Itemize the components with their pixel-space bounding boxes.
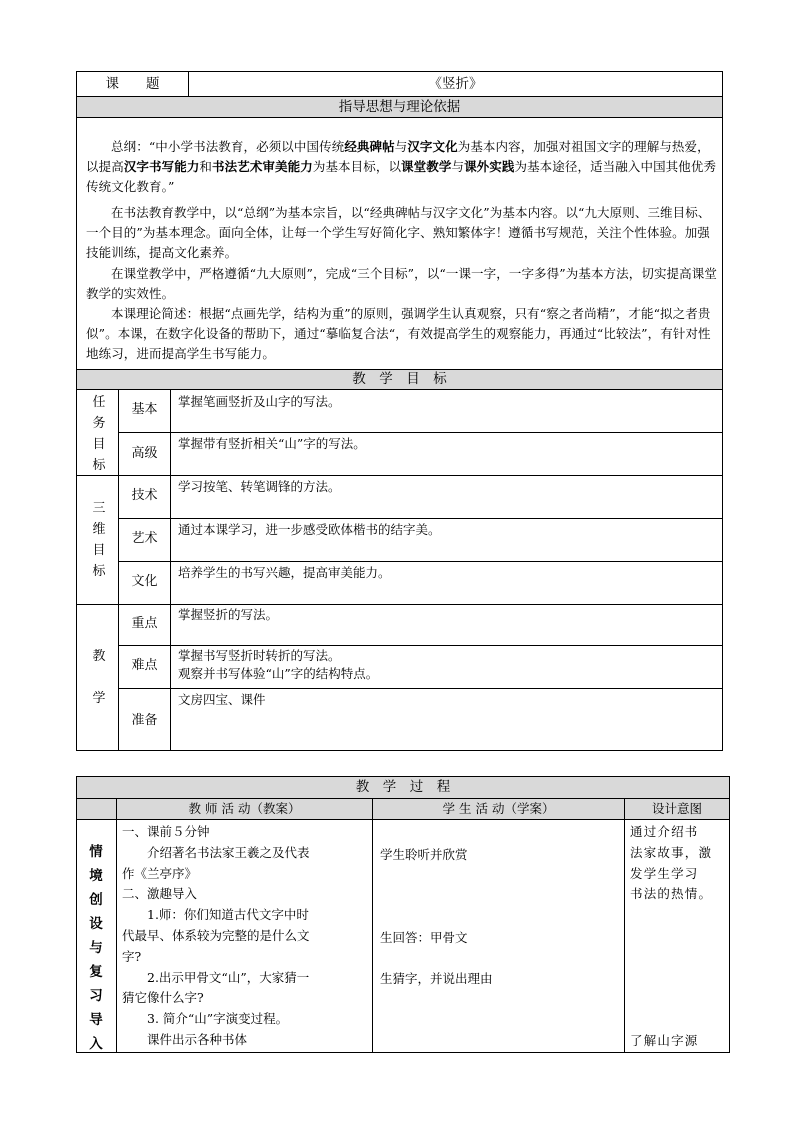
intent-line: 发学生学习 — [630, 865, 699, 881]
intent-line: 通过介绍书 — [630, 824, 699, 839]
teacher-line: 字? — [122, 948, 142, 964]
sub-label-basic: 基本 — [131, 402, 158, 417]
content-difficulty-2: 观察并书写体验“山”字的结构特点。 — [178, 666, 379, 681]
content-culture: 培养学生的书写兴趣，提高审美能力。 — [178, 565, 391, 580]
teacher-line: 介绍著名书法家王羲之及代表 — [122, 844, 310, 860]
teacher-line: 2.出示甲骨文“山”，大家猜一 — [122, 969, 310, 985]
student-line-2: 生回答：甲骨文 — [380, 930, 468, 945]
intent-bottom: 了解山字源 — [630, 1033, 699, 1048]
content-difficulty-1: 掌握书写竖折时转折的写法。 — [178, 648, 341, 663]
sub-label-art: 艺术 — [131, 531, 158, 546]
intent-line: 法家故事，激 — [630, 844, 713, 860]
teacher-line: 作《兰亭序》 — [122, 865, 198, 881]
sub-label-advanced: 高级 — [131, 446, 158, 461]
objectives-header: 教 学 目 标 — [352, 371, 447, 387]
intent-line: 书法的热情。 — [630, 886, 713, 902]
guidance-header: 指导思想与理论依据 — [338, 99, 461, 115]
group-label-task-goals: 任 务 目 标 — [92, 395, 106, 473]
col-design-intent: 设计意图 — [651, 801, 702, 816]
teacher-line: 一、课前５分钟 — [122, 824, 210, 839]
teacher-line: 猜它像什么字? — [122, 990, 204, 1006]
content-advanced: 掌握带有竖折相关“山”字的写法。 — [178, 436, 366, 451]
sub-label-preparation: 准备 — [131, 713, 158, 728]
stage-label: 情 境 创 设 与 复 习 导 入 — [89, 844, 103, 1052]
content-preparation: 文房四宝、课件 — [178, 692, 266, 707]
topic-label: 课 题 — [105, 76, 160, 92]
content-key-point: 掌握竖折的写法。 — [178, 607, 279, 622]
teacher-activity — [122, 822, 310, 1051]
sub-label-technique: 技术 — [131, 488, 158, 503]
group-label-teaching-1: 教 — [92, 649, 106, 664]
col-teacher-activity: 教 师 活 动（教案） — [188, 801, 301, 816]
guidance-paragraph-3: 在课堂教学中，严格遵循“九大原则”，完成“三个目标”，以“一课一字，一字多得”为基本方法，切实提高课堂教学的实效性。 — [86, 266, 717, 302]
content-basic: 掌握笔画竖折及山字的写法。 — [178, 394, 341, 409]
student-line-1: 学生聆听并欣赏 — [380, 847, 468, 862]
teacher-line: 二、激趣导入 — [122, 886, 198, 902]
teacher-line: 3. 简介“山”字演变过程。 — [122, 1011, 289, 1027]
design-intent — [630, 822, 712, 905]
guidance-paragraph-2: 在书法教育教学中，以“总纲”为基本宗旨，以“经典碑帖与汉字文化”为基本内容。以“九大原则、三维目标、一个目的”为基本理念。面向全体，让每一个学生写好简化字、熟知繁体字！遵循书写规范，关注个性体验。加强技能训练，提高文化素养。 — [86, 205, 711, 261]
content-art: 通过本课学习，进一步感受欧体楷书的结字美。 — [178, 522, 441, 537]
process-header: 教 学 过 程 — [355, 779, 451, 795]
sub-label-culture: 文化 — [131, 574, 158, 589]
content-technique: 学习按笔、转笔调锋的方法。 — [178, 479, 341, 494]
group-label-3d-goals: 三 维 目 标 — [92, 501, 106, 579]
sub-label-difficulty: 难点 — [131, 658, 158, 673]
sub-label-key-point: 重点 — [131, 616, 158, 631]
teacher-line: 课件出示各种书体 — [122, 1031, 248, 1047]
teacher-line: 代最早、体系较为完整的是什么文 — [122, 927, 310, 943]
group-label-teaching-2: 学 — [92, 691, 106, 706]
teacher-line: 1.师：你们知道古代文字中时 — [122, 907, 309, 923]
guidance-paragraph-1: 总纲：“中小学书法教育，必须以中国传统经典碑帖与汉字文化为基本内容，加强对祖国文字的理解与热爱，以提高汉字书写能力和书法艺术审美能力为基本目标，以课堂教学与课外实践为基本途径，适当融入中国其他优秀传统文化教育。” — [86, 139, 717, 195]
guidance-paragraph-4: 本课理论简述：根据“点画先学，结构为重”的原则，强调学生认真观察，只有“察之者尚精”，才能“拟之者贵似”。本课，在数字化设备的帮助下，通过“摹临复合法“，有效提高学生的观察能力，再通过“比较法”，有针对性地练习，进而提高学生书写能力。 — [86, 306, 711, 362]
col-student-activity: 学 生 活 动（学案） — [442, 801, 555, 816]
student-line-3: 生猜字，并说出理由 — [380, 971, 493, 986]
topic-value: 《竖折》 — [428, 76, 483, 92]
